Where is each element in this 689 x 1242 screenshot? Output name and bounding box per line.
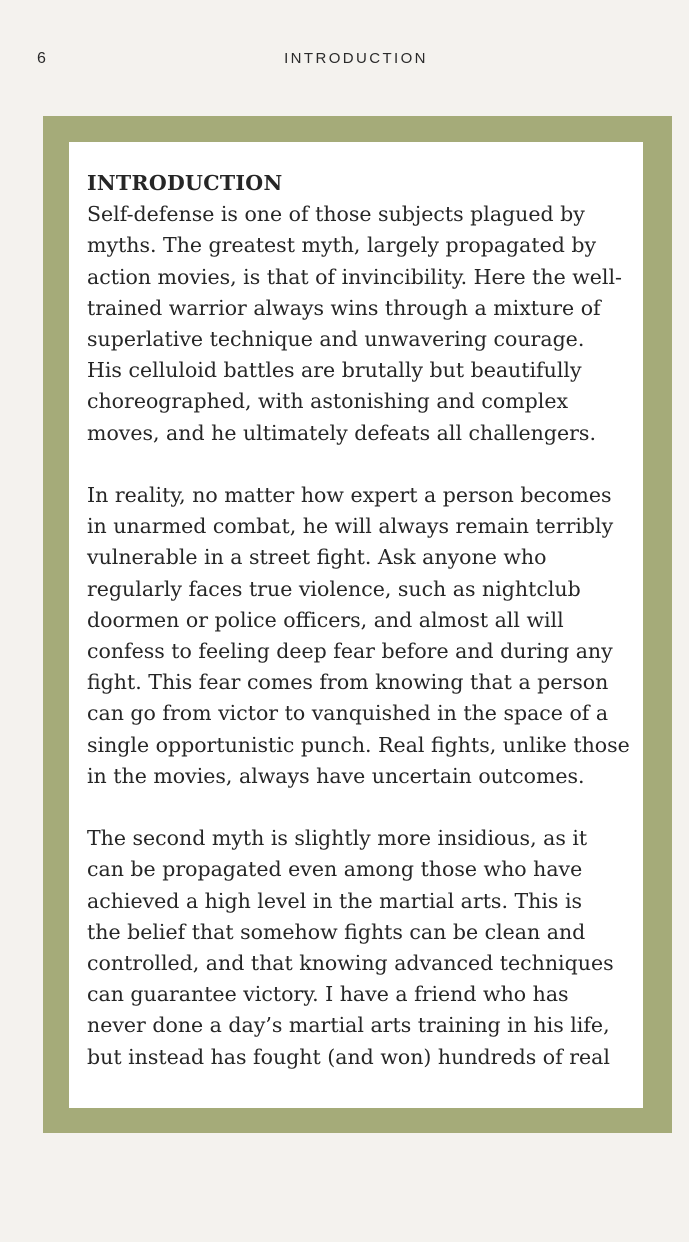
text-line: superlative technique and unwavering courage.: [87, 327, 585, 352]
text-line: fight. This fear comes from knowing that a person: [87, 670, 609, 695]
text-line: action movies, is that of invincibility. Here the well-: [87, 264, 622, 289]
text-line: moves, and he ultimately defeats all challengers.: [87, 420, 596, 445]
text-line: can go from victor to vanquished in the space of a: [87, 701, 609, 726]
text-line: in unarmed combat, he will always remain terribly: [87, 514, 614, 539]
sidebar-box-frame: [43, 116, 672, 1133]
text-line: can guarantee victory. I have a friend who has: [87, 982, 569, 1007]
text-line: the belief that somehow fights can be clean and: [87, 919, 586, 944]
text-line: His celluloid battles are brutally but beautifully: [87, 358, 582, 383]
text-line: never done a day’s martial arts training in his life,: [87, 1013, 610, 1038]
sidebar-box-text: [87, 168, 630, 1073]
text-line: vulnerable in a street fight. Ask anyone who: [87, 545, 547, 570]
box-heading: INTRODUCTION: [87, 171, 283, 195]
page-number: 6: [37, 50, 46, 67]
text-line: trained warrior always wins through a mixture of: [87, 295, 601, 320]
text-line: doormen or police officers, and almost all will: [87, 607, 564, 632]
text-line: achieved a high level in the martial arts. This is: [87, 888, 583, 913]
paragraph-3: [87, 823, 627, 1073]
text-line: can be propagated even among those who have: [87, 857, 583, 882]
text-line: in the movies, always have uncertain outcomes.: [87, 763, 585, 788]
text-line: The second myth is slightly more insidious, as it: [87, 826, 588, 851]
text-line: single opportunistic punch. Real fights, unlike those: [87, 732, 630, 757]
text-line: controlled, and that knowing advanced techniques: [87, 951, 614, 976]
text-line: confess to feeling deep fear before and during any: [87, 639, 613, 664]
text-line: but instead has fought (and won) hundreds of real: [87, 1044, 610, 1069]
sidebar-box-panel: [69, 142, 643, 1108]
text-line: Self-defense is one of those subjects plagued by: [87, 202, 585, 227]
running-title: INTRODUCTION: [284, 50, 428, 67]
text-line: In reality, no matter how expert a person becomes: [87, 483, 612, 508]
paragraph-2: [87, 480, 630, 792]
text-line: myths. The greatest myth, largely propagated by: [87, 233, 597, 258]
text-line: regularly faces true violence, such as nightclub: [87, 576, 581, 601]
text-line: choreographed, with astonishing and complex: [87, 389, 569, 414]
paragraph-1: [87, 199, 627, 449]
